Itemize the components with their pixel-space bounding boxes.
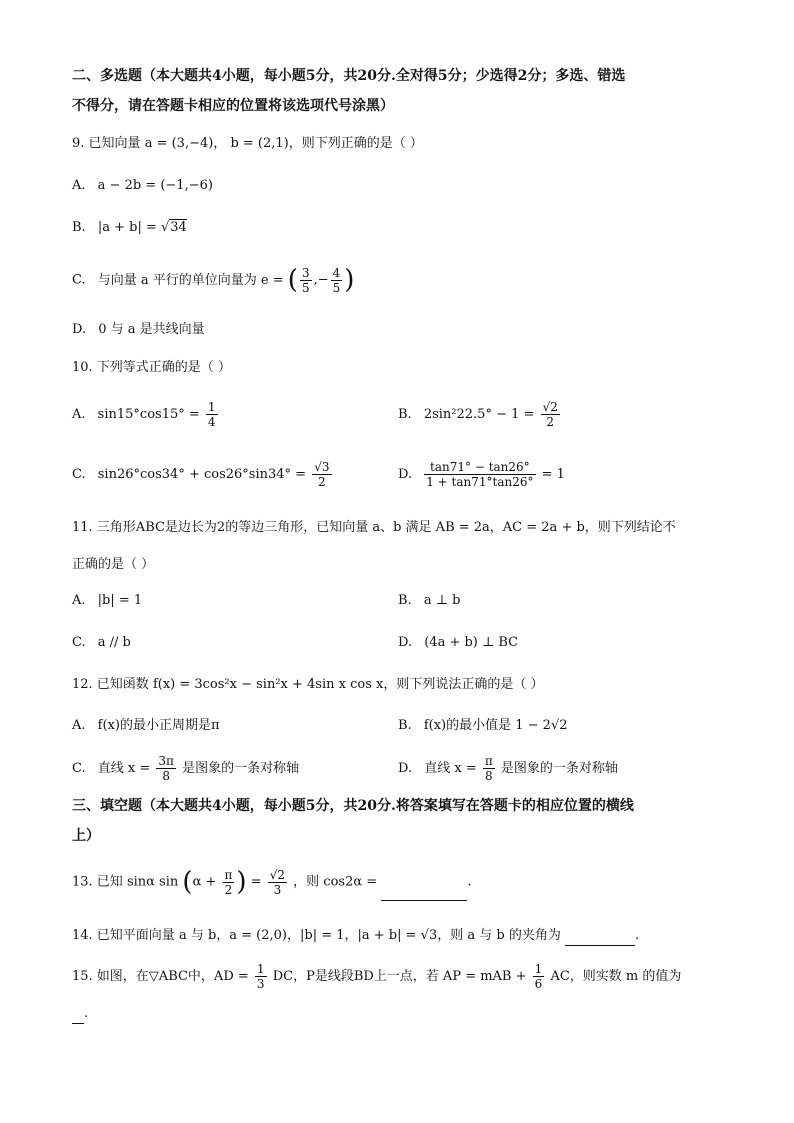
- option-label: C.: [72, 761, 86, 776]
- fraction-denominator: 4: [207, 415, 216, 429]
- fraction-numerator: 4: [332, 265, 341, 280]
- fraction-numerator: √2: [542, 400, 558, 414]
- option-label: A.: [72, 593, 86, 608]
- q11-option-d-text: (4a + b) ⊥ BC: [424, 635, 519, 650]
- q9-stem-a: a = (3,−4)，: [144, 136, 227, 151]
- q15-pre: 15. 如图，在▽ABC中，AD =: [72, 969, 249, 984]
- fraction: [541, 400, 560, 429]
- fraction: [268, 868, 287, 897]
- q12-option-c-pre: 直线 x =: [97, 761, 151, 776]
- q13-inner: α +: [192, 874, 217, 890]
- fraction-numerator: 1: [207, 400, 216, 414]
- period: .: [467, 874, 472, 890]
- q10-option-a-text: sin15°cos15° =: [97, 407, 200, 422]
- section3-title-line2: 上）: [72, 828, 100, 844]
- q9-stem: [72, 134, 423, 154]
- section2-title-line1: 二、多选题（本大题共4小题，每小题5分，共20分.全对得5分；少选得2分；多选、错选: [72, 68, 626, 84]
- fraction: [156, 754, 176, 783]
- q11-option-a: [72, 591, 142, 611]
- fraction-denominator: 3: [256, 977, 265, 991]
- q10-option-d-rhs: = 1: [541, 467, 565, 482]
- q9-option-d-text: 0 与 a 是共线向量: [98, 322, 205, 337]
- answer-blank[interactable]: [72, 1023, 84, 1024]
- q9-option-b-text: |a + b| =: [97, 220, 161, 235]
- fraction-numerator: √3: [314, 460, 330, 474]
- q12-option-d-post: 是图象的一条对称轴: [500, 761, 618, 776]
- q12-option-b-text: f(x)的最小值是 1 − 2√2: [423, 718, 568, 733]
- q15-post: AC，则实数 m 的值为: [550, 969, 682, 984]
- fraction-denominator: 5: [332, 280, 341, 295]
- fraction: [483, 754, 495, 783]
- radical-sign: √: [160, 220, 170, 235]
- q11-option-c: [72, 633, 131, 653]
- q10-option-c-text: sin26°cos34° + cos26°sin34° =: [97, 467, 307, 482]
- fraction-numerator: √2: [269, 867, 286, 882]
- fraction-denominator: 5: [301, 280, 310, 295]
- q11-option-b-text: a ⊥ b: [423, 593, 461, 608]
- q9-option-d: [72, 320, 205, 340]
- q13-pre: 13. 已知 sinα sin: [72, 874, 179, 890]
- option-label: A.: [72, 178, 86, 193]
- fraction: [424, 460, 535, 489]
- fraction-denominator: 6: [534, 977, 543, 991]
- left-paren: (: [182, 867, 193, 897]
- option-label: B.: [398, 593, 412, 608]
- option-label: C.: [72, 272, 86, 288]
- q10-option-b: [398, 398, 562, 432]
- right-paren: ): [344, 265, 355, 295]
- q14: [72, 926, 639, 946]
- q13-post: ，则 cos2α =: [293, 874, 378, 890]
- left-paren: (: [287, 265, 298, 295]
- section3-title-line1: 三、填空题（本大题共4小题，每小题5分，共20分.将答案填写在答题卡的相应位置的横线: [72, 798, 634, 814]
- q11-option-c-text: a // b: [97, 635, 131, 650]
- answer-blank[interactable]: [381, 900, 467, 901]
- fraction: [533, 962, 545, 991]
- fraction-numerator: 3π: [158, 754, 174, 768]
- q9-option-b: [72, 218, 187, 238]
- fraction-numerator: π: [484, 754, 493, 768]
- option-label: B.: [398, 407, 412, 422]
- q11-stem-line2: 正确的是（ ）: [72, 557, 155, 572]
- option-label: B.: [398, 718, 412, 733]
- fraction-numerator: π: [224, 867, 233, 882]
- fraction: [331, 266, 343, 295]
- q14-text: 14. 已知平面向量 a 与 b，a = (2,0)，|b| = 1，|a + b| = √3，则 a 与 b 的夹角为: [72, 928, 561, 943]
- q12-option-c: [72, 752, 299, 786]
- q12-option-a-text: f(x)的最小正周期是π: [97, 718, 220, 733]
- q12-option-d-pre: 直线 x =: [424, 761, 477, 776]
- fraction-denominator: 8: [485, 769, 493, 783]
- option-label: C.: [72, 467, 86, 482]
- q9-option-b-root: 34: [170, 220, 187, 235]
- q10-option-a: [72, 398, 220, 432]
- fraction-numerator: tan71° − tan26°: [424, 460, 535, 475]
- q13-eq: =: [250, 874, 262, 890]
- q12-option-b: [398, 716, 568, 736]
- fraction: [312, 460, 331, 489]
- q9-stem-b: b = (2,1)，则下列正确的是（ ）: [230, 136, 423, 151]
- answer-blank[interactable]: [565, 945, 635, 946]
- q12-stem: 12. 已知函数 f(x) = 3cos²x − sin²x + 4sin x cos x，则下列说法正确的是（ ）: [72, 677, 544, 692]
- option-label: A.: [72, 407, 86, 422]
- option-label: D.: [72, 322, 87, 337]
- fraction-denominator: 2: [318, 475, 326, 489]
- q11-option-a-text: |b| = 1: [97, 593, 143, 608]
- fraction-denominator: 1 + tan71°tan26°: [426, 475, 534, 489]
- fraction: [206, 400, 218, 429]
- q10-option-d: [398, 458, 565, 492]
- q10-stem: 10. 下列等式正确的是（ ）: [72, 360, 231, 375]
- option-label: D.: [398, 761, 413, 776]
- option-label: C.: [72, 635, 86, 650]
- option-label: B.: [72, 220, 86, 235]
- fraction-denominator: 3: [273, 882, 282, 897]
- q15-mid: DC，P是线段BD上一点，若 AP = mAB +: [272, 969, 527, 984]
- q9-option-c: C. 与向量 a 平行的单位向量为 e = ( $\frac{3}{5}$ ,− $\frac{4}{5}$ ): [72, 265, 355, 295]
- fraction-denominator: 2: [546, 415, 555, 429]
- q9-stem-pre: 9. 已知向量: [72, 136, 141, 151]
- right-paren: ): [236, 867, 247, 897]
- fraction: [255, 962, 267, 991]
- section2-title-line2: 不得分，请在答题卡相应的位置将该选项代号涂黑）: [72, 98, 394, 114]
- fraction-denominator: 2: [224, 882, 233, 897]
- q12-option-c-post: 是图象的一条对称轴: [182, 761, 300, 776]
- q12-option-d: [398, 752, 618, 786]
- period: .: [84, 1006, 89, 1021]
- fraction-numerator: 1: [256, 962, 265, 976]
- q13: [72, 864, 471, 901]
- fraction-denominator: 8: [162, 769, 170, 783]
- q15: [72, 960, 681, 994]
- q10-option-c: [72, 458, 334, 492]
- q9-option-a-text: a − 2b = (−1,−6): [97, 178, 213, 193]
- q10-option-b-text: 2sin²22.5° − 1 =: [423, 407, 535, 422]
- period: .: [634, 928, 640, 943]
- q11-stem-line1: 11. 三角形ABC是边长为2的等边三角形，已知向量 a、b 满足 AB = 2a，AC = 2a + b，则下列结论不: [72, 520, 676, 535]
- fraction: [300, 266, 312, 295]
- option-label: D.: [398, 635, 413, 650]
- fraction-numerator: 3: [301, 265, 310, 280]
- fraction-numerator: 1: [534, 962, 543, 976]
- fraction: [223, 868, 235, 897]
- q15-answer-line: [72, 1004, 88, 1024]
- q9-option-c-text: 与向量 a 平行的单位向量为 e =: [97, 272, 284, 288]
- option-label: D.: [398, 467, 413, 482]
- q12-option-a: [72, 716, 220, 736]
- q9-option-a: [72, 176, 213, 196]
- q11-option-d: [398, 633, 518, 653]
- q11-option-b: [398, 591, 460, 611]
- option-label: A.: [72, 718, 86, 733]
